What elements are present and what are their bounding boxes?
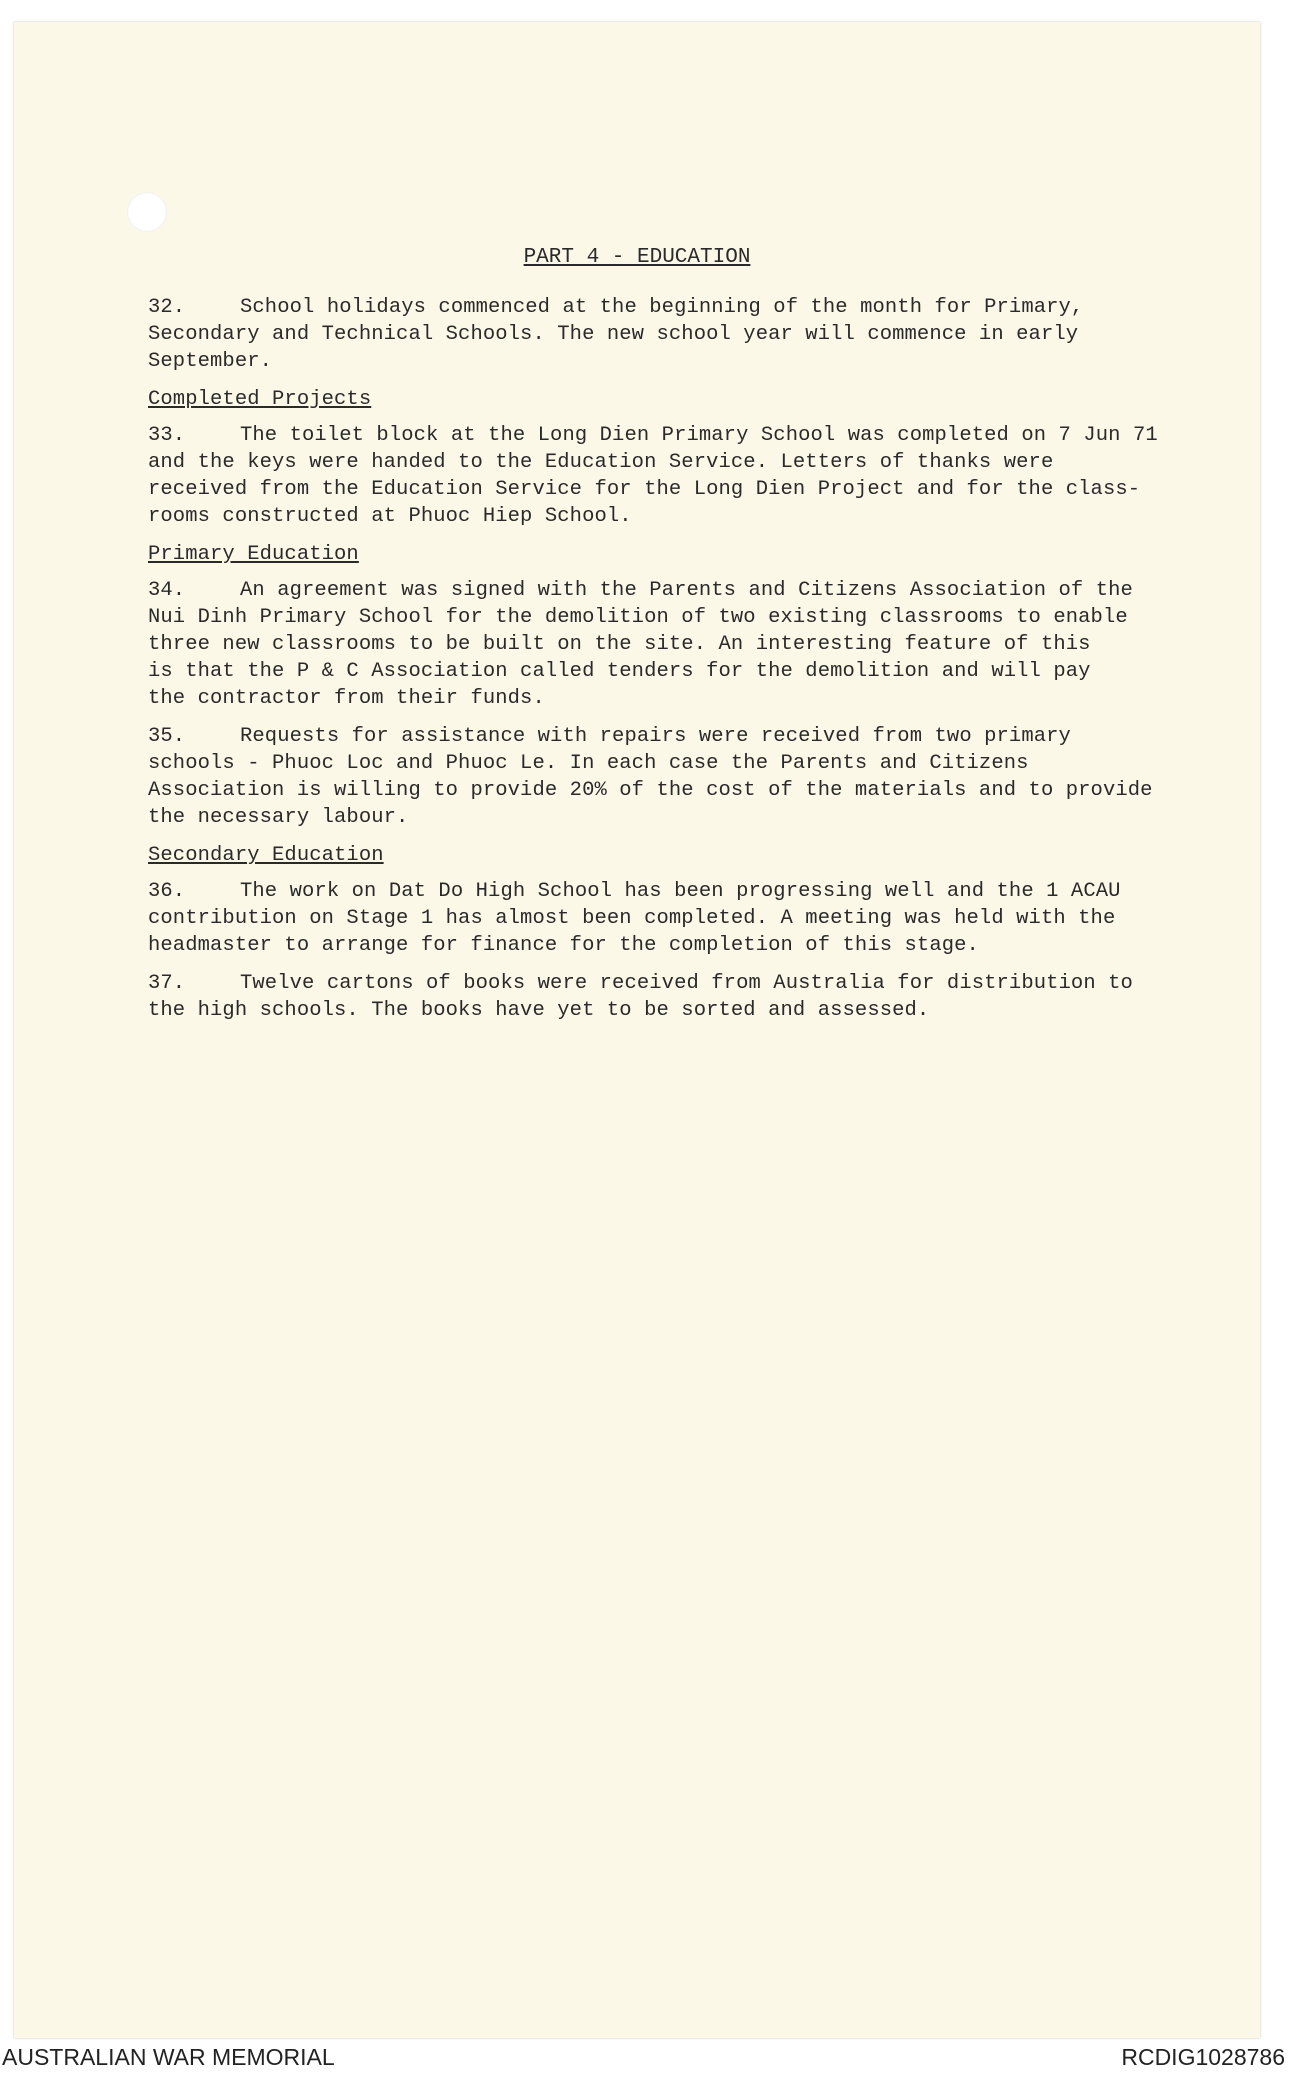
document-body: [148, 294, 1216, 1035]
punch-hole: [127, 192, 167, 232]
section-subheading: Secondary Education: [148, 844, 384, 867]
paragraph-number: 33.: [148, 424, 186, 447]
paragraph-text: Twelve cartons of books were received from Australia for distribution to the high schools. The books have yet to be sorted and assessed.: [148, 972, 1133, 1022]
paragraph: [148, 294, 1216, 375]
paragraph: [148, 723, 1216, 831]
paragraph-text: An agreement was signed with the Parents and Citizens Association of the Nui Dinh Primary School for the demolition of two existing classrooms to enable three new classrooms to be built on the site. An interesting feature of this is that the P & C Association called tenders for the demolition and will pay the contractor from their funds.: [148, 579, 1133, 710]
section-subheading: Completed Projects: [148, 388, 372, 411]
section-subheading: Primary Education: [148, 543, 359, 566]
paragraph-text: The work on Dat Do High School has been progressing well and the 1 ACAU contribution on Stage 1 has almost been completed. A meeting was held with the headmaster to arrange for finance for the completion of this stage.: [148, 880, 1121, 957]
paragraph-number: 37.: [148, 972, 186, 995]
paragraph-text: School holidays commenced at the beginning of the month for Primary, Secondary and Technical Schools. The new school year will commence in early September.: [148, 296, 1084, 373]
paragraph-number: 36.: [148, 880, 186, 903]
paragraph-text: Requests for assistance with repairs were received from two primary schools - Phuoc Loc and Phuoc Le. In each case the Parents and Citizens Association is willing to provide 20% of the cost of the materials and to provide the necessary labour.: [148, 725, 1153, 829]
paragraph-number: 32.: [148, 296, 186, 319]
document-blocks: [148, 294, 1216, 1024]
footer-record-id: RCDIG1028786: [1121, 2044, 1285, 2070]
document-page: [14, 22, 1260, 2038]
footer-archive-name: AUSTRALIAN WAR MEMORIAL: [2, 2044, 335, 2070]
paragraph: [148, 970, 1216, 1024]
paragraph: [148, 878, 1216, 959]
paragraph-number: 34.: [148, 579, 186, 602]
paragraph-number: 35.: [148, 725, 186, 748]
paragraph: [148, 577, 1216, 712]
page-heading: PART 4 - EDUCATION: [523, 246, 751, 269]
paragraph-text: The toilet block at the Long Dien Primary School was completed on 7 Jun 71 and the keys were handed to the Education Service. Letters of thanks were received from the Education Service for the Long Dien Project and for the class- rooms constructed at Phuoc Hiep School.: [148, 424, 1158, 528]
paragraph: [148, 422, 1216, 530]
